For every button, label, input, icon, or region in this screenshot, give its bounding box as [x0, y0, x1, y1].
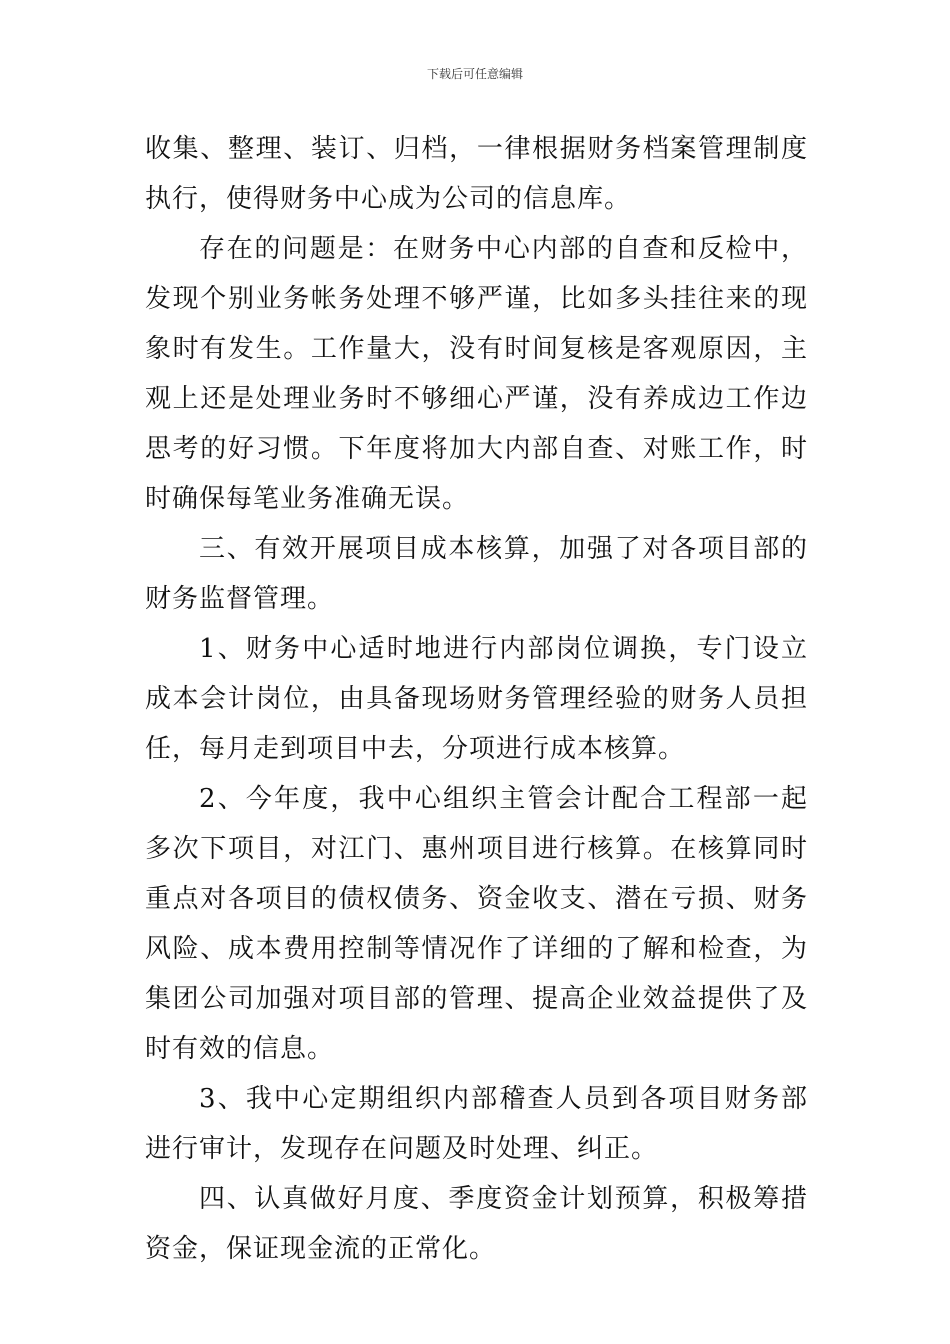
- paragraph-continued: 收集、整理、装订、归档，一律根据财务档案管理制度执行，使得财务中心成为公司的信息库。: [145, 134, 808, 214]
- page-header: 下载后可任意编辑: [426, 67, 523, 81]
- item-3: 3、我中心定期组织内部稽查人员到各项目财务部进行审计，发现存在问题及时处理、纠正。: [145, 1084, 808, 1164]
- item-2: 2、今年度，我中心组织主管会计配合工程部一起多次下项目，对江门、惠州项目进行核算。在核算同时重点对各项目的债权债务、资金收支、潜在亏损、财务风险、成本费用控制等情况作了详细的了解和检查，为集团公司加强对项目部的管理、提高企业效益提供了及时有效的信息。: [145, 784, 808, 1064]
- item-1: 1、财务中心适时地进行内部岗位调换，专门设立成本会计岗位，由具备现场财务管理经验的财务人员担任，每月走到项目中去，分项进行成本核算。: [145, 634, 808, 764]
- paragraph-existing-problems: 存在的问题是：在财务中心内部的自查和反检中，发现个别业务帐务处理不够严谨，比如多头挂往来的现象时有发生。工作量大，没有时间复核是客观原因，主观上还是处理业务时不够细心严谨，没有养成边工作边思考的好习惯。下年度将加大内部自查、对账工作，时时确保每笔业务准确无误。: [145, 234, 808, 514]
- section-heading-4: 四、认真做好月度、季度资金计划预算，积极筹措资金，保证现金流的正常化。: [145, 1184, 808, 1264]
- section-heading-3: 三、有效开展项目成本核算，加强了对各项目部的财务监督管理。: [145, 534, 808, 614]
- document-body: [145, 124, 808, 1274]
